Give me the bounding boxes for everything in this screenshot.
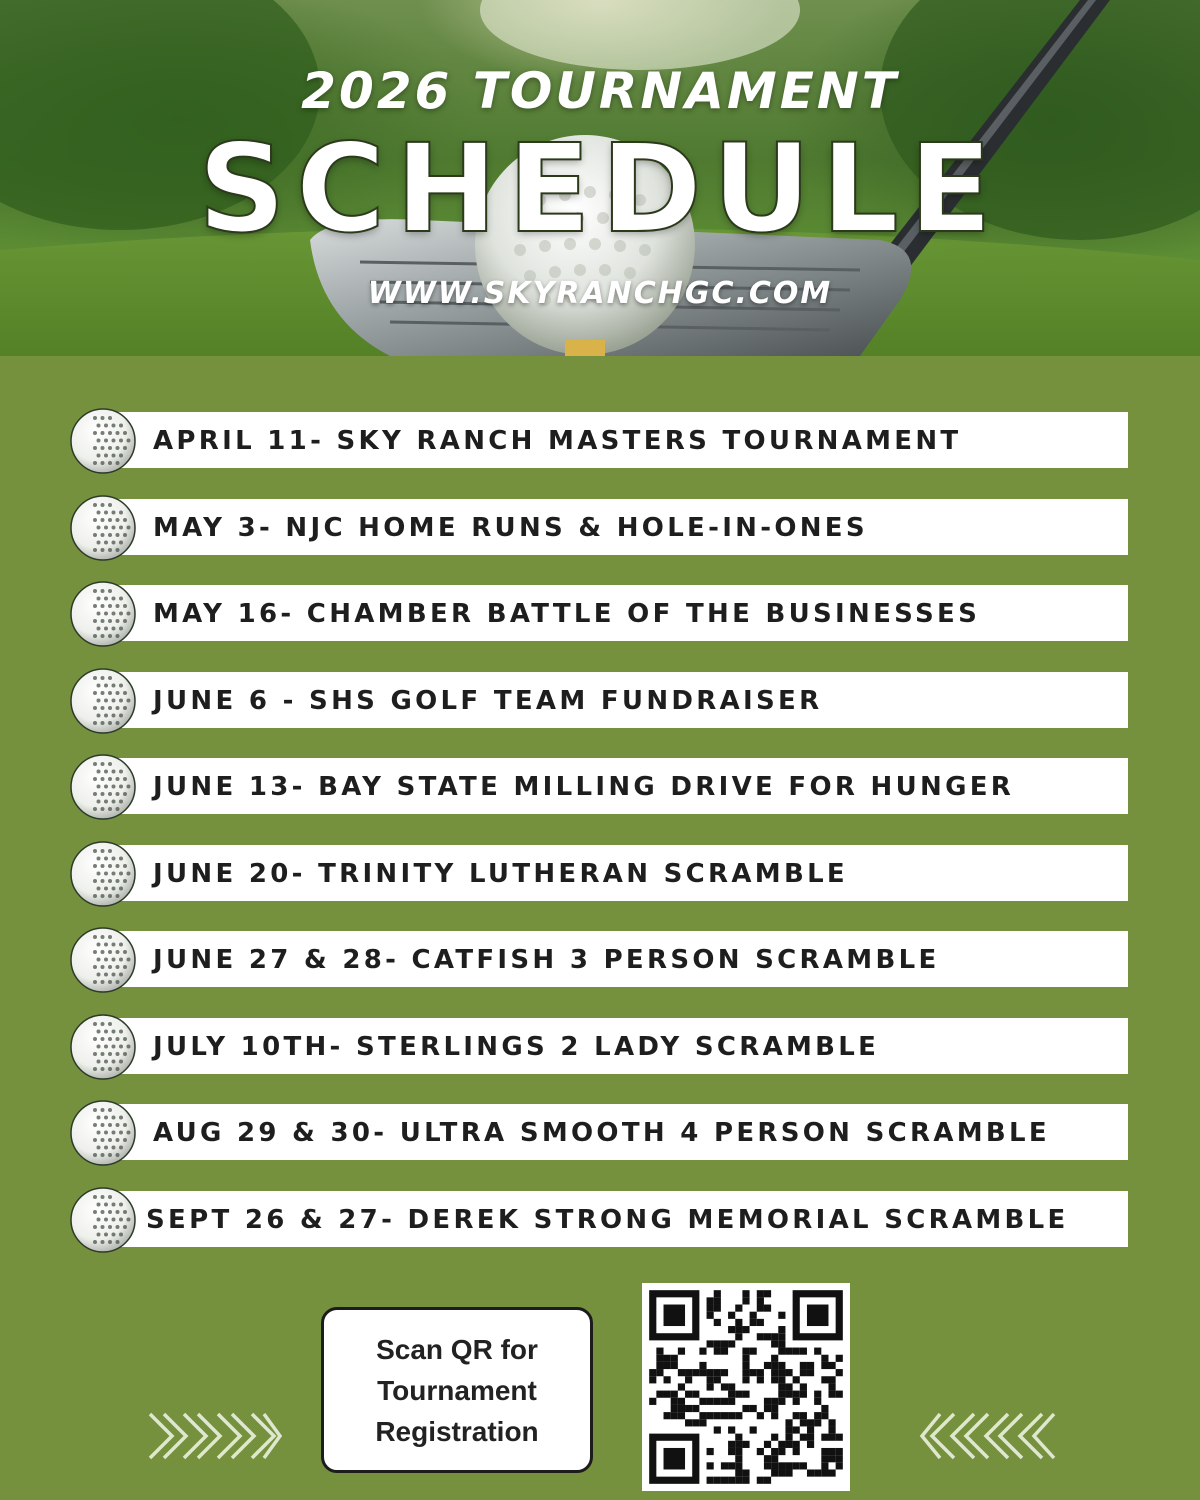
registration-callout bbox=[321, 1307, 593, 1473]
event-label: SEPT 26 & 27- DEREK STRONG MEMORIAL SCRAMBLE bbox=[146, 1204, 1069, 1235]
golf-ball-icon bbox=[70, 581, 136, 647]
registration-line-2: Tournament bbox=[377, 1374, 537, 1406]
event-label: APRIL 11- SKY RANCH MASTERS TOURNAMENT bbox=[153, 426, 962, 456]
chevrons-left-icon bbox=[918, 1410, 1058, 1462]
event-row bbox=[70, 843, 1100, 903]
golf-ball-icon bbox=[70, 668, 136, 734]
golf-ball-icon bbox=[70, 1100, 136, 1166]
golf-ball-icon bbox=[70, 927, 136, 993]
event-row bbox=[70, 1016, 1100, 1076]
event-row bbox=[70, 756, 1100, 816]
hero-photo bbox=[0, 0, 1200, 356]
event-label: MAY 16- CHAMBER BATTLE OF THE BUSINESSES bbox=[153, 599, 981, 629]
qr-code-icon[interactable] bbox=[642, 1283, 850, 1491]
website-link[interactable]: WWW.SKYRANCHGC.COM bbox=[367, 276, 833, 311]
event-label: JUNE 13- BAY STATE MILLING DRIVE FOR HUNGER bbox=[153, 772, 1015, 802]
event-label: MAY 3- NJC HOME RUNS & HOLE-IN-ONES bbox=[153, 512, 868, 543]
golf-ball-icon bbox=[70, 1187, 136, 1253]
event-label: AUG 29 & 30- ULTRA SMOOTH 4 PERSON SCRAMBLE bbox=[153, 1118, 1050, 1148]
event-row bbox=[70, 670, 1100, 730]
registration-line-1: Scan QR for bbox=[376, 1333, 538, 1365]
golf-ball-icon bbox=[70, 408, 136, 474]
event-row bbox=[70, 497, 1100, 557]
registration-line-3: Registration bbox=[375, 1415, 539, 1447]
event-row bbox=[70, 929, 1100, 989]
golf-ball-icon bbox=[70, 495, 136, 561]
event-row bbox=[70, 1102, 1100, 1162]
event-label: JULY 10TH- STERLINGS 2 LADY SCRAMBLE bbox=[153, 1031, 880, 1062]
golf-ball-icon bbox=[70, 841, 136, 907]
event-row bbox=[70, 1189, 1100, 1249]
header-subtitle: 2026 TOURNAMENT bbox=[301, 62, 899, 120]
golf-ball-icon bbox=[70, 754, 136, 820]
event-label: JUNE 27 & 28- CATFISH 3 PERSON SCRAMBLE bbox=[153, 945, 940, 975]
golf-ball-icon bbox=[70, 1014, 136, 1080]
event-label: JUNE 20- TRINITY LUTHERAN SCRAMBLE bbox=[153, 858, 848, 889]
registration-text bbox=[342, 1329, 572, 1452]
chevrons-right-icon bbox=[146, 1410, 286, 1462]
event-label: JUNE 6 - SHS GOLF TEAM FUNDRAISER bbox=[153, 685, 823, 716]
event-list bbox=[70, 410, 1100, 1275]
event-row bbox=[70, 583, 1100, 643]
header-title: SCHEDULE bbox=[197, 118, 1003, 260]
event-row bbox=[70, 410, 1100, 470]
